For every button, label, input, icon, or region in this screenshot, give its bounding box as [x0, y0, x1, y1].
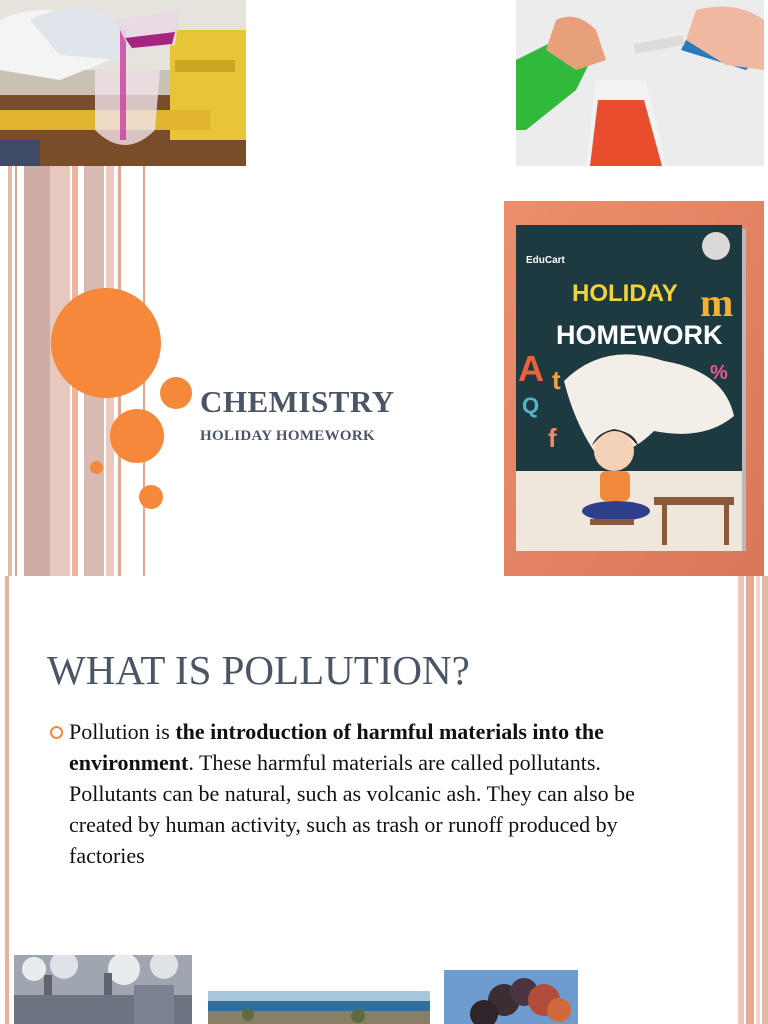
decor-stripe [762, 576, 768, 1024]
bullet-item [69, 716, 669, 871]
svg-text:%: % [710, 362, 728, 384]
svg-text:t: t [552, 365, 561, 395]
svg-text:f: f [548, 423, 557, 453]
svg-text:m: m [700, 280, 734, 325]
slide-title: WHAT IS POLLUTION? [47, 647, 470, 693]
smoke-image [444, 970, 578, 1024]
factory-pollution-image [14, 955, 192, 1024]
decor-stripe [756, 576, 760, 1024]
decor-circle [160, 377, 192, 409]
decor-circle [90, 461, 103, 474]
bullet-rest: . These harmful materials are called pollutants. Pollutants can be natural, such as volcanic ash. They can also be created by human activity, such as trash or runoff produced by factories [69, 750, 635, 868]
decor-stripe [15, 166, 17, 576]
decor-stripe [8, 166, 12, 576]
bullet-lead: Pollution is [69, 719, 176, 744]
svg-text:A: A [518, 348, 544, 389]
book-brand: EduCart [526, 255, 565, 266]
slide-subtitle: HOLIDAY HOMEWORK [200, 428, 375, 444]
decor-stripe [24, 166, 50, 576]
decor-stripe [5, 576, 9, 1024]
content-slide [0, 576, 768, 1024]
decor-circle-large [51, 288, 161, 398]
slide-title: CHEMISTRY [200, 384, 395, 419]
decor-circle [139, 485, 163, 509]
book-title-line2: HOMEWORK [556, 320, 723, 350]
bullet-bold: the introduction of harmful materials into the environment [69, 719, 604, 775]
book-cover-image [504, 201, 764, 576]
decor-stripe [738, 576, 744, 1024]
decor-circle [110, 409, 164, 463]
coast-image [208, 991, 430, 1024]
decor-stripe [746, 576, 754, 1024]
lab-photo-pouring [0, 0, 246, 166]
bullet-icon [50, 726, 63, 739]
svg-text:Q: Q [522, 393, 540, 418]
lab-photo-test-tubes [516, 0, 764, 166]
book-title-line1: HOLIDAY [572, 280, 678, 307]
